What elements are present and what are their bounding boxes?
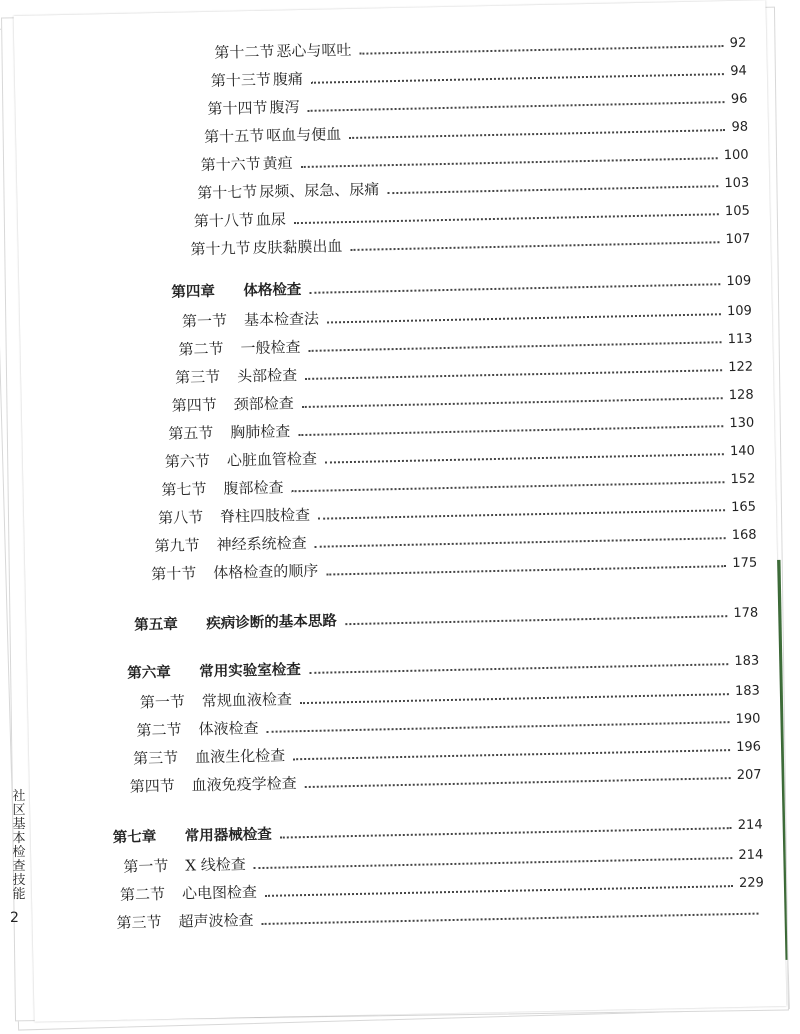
leader-dots — [305, 369, 722, 380]
toc-number: 第九节 — [154, 536, 200, 556]
toc-title: 颈部检查 — [233, 394, 294, 414]
toc-number: 第七节 — [161, 480, 207, 499]
toc-section-entry — [165, 439, 755, 472]
toc-page-number: 103 — [724, 175, 750, 192]
toc-page-number: 92 — [729, 35, 747, 51]
toc-title: 体格检查的顺序 — [213, 561, 319, 582]
toc-section-entry — [197, 171, 749, 204]
toc-page-number: 229 — [738, 875, 765, 891]
toc-page-number: 214 — [738, 847, 764, 863]
toc-page-number: 109 — [726, 273, 752, 290]
toc-number: 第三节 — [116, 913, 162, 933]
toc-page-number: 130 — [729, 415, 755, 432]
leader-dots — [254, 857, 733, 869]
toc-page — [14, 0, 787, 1022]
toc-section-entry — [175, 355, 753, 388]
leader-dots — [315, 537, 726, 548]
toc-number: 第十六节 — [200, 154, 261, 175]
toc-page-number: 100 — [723, 147, 749, 164]
leader-dots — [265, 885, 733, 897]
toc-number: 第二节 — [136, 720, 182, 740]
toc-page-number: 105 — [724, 203, 750, 220]
toc-title: 胸肺检查 — [230, 422, 291, 442]
toc-number: 第七章 — [112, 829, 157, 847]
toc-page-number: 152 — [730, 471, 756, 488]
toc-chapter-entry — [127, 649, 759, 683]
toc-title: 心电图检查 — [181, 883, 258, 903]
toc-number: 第六章 — [127, 664, 172, 682]
leader-dots — [351, 241, 720, 251]
toc-page-number: 165 — [731, 499, 757, 516]
toc-page-number: 183 — [734, 683, 761, 700]
toc-section-entry — [154, 523, 756, 557]
toc-section-entry — [158, 495, 756, 529]
leader-dots — [298, 425, 723, 436]
toc-number: 第五章 — [134, 616, 178, 634]
toc-title: 脊柱四肢检查 — [219, 505, 311, 526]
toc-title: 皮肤黏膜出血 — [252, 237, 343, 258]
leader-dots — [305, 777, 731, 788]
toc-chapter-entry — [171, 269, 751, 302]
leader-dots — [308, 101, 725, 112]
leader-dots — [349, 129, 725, 139]
toc-title: 基本检查法 — [243, 309, 320, 330]
toc-page-number: 122 — [728, 359, 754, 376]
toc-title: 体液检查 — [198, 719, 259, 739]
leader-dots — [309, 663, 729, 674]
leader-dots — [292, 481, 725, 492]
toc-number: 第一节 — [181, 311, 228, 331]
toc-section-entry — [182, 299, 752, 332]
toc-section-entry — [211, 59, 747, 91]
toc-section-entry — [129, 762, 761, 796]
leader-dots — [262, 913, 759, 925]
toc-page-number: 98 — [731, 119, 749, 135]
toc-page-number: 214 — [737, 817, 763, 833]
toc-number: 第二节 — [178, 339, 224, 359]
leader-dots — [359, 45, 723, 55]
leader-dots — [309, 341, 722, 352]
toc-number: 第五节 — [168, 423, 214, 443]
running-head: 社区基本检查技能 — [12, 789, 26, 902]
leader-dots — [294, 213, 719, 224]
toc-title: 超声波检查 — [178, 911, 254, 931]
toc-page-number: 183 — [734, 653, 760, 670]
toc-page-number: 128 — [728, 387, 754, 404]
toc-section-entry — [140, 679, 760, 713]
toc-chapter-entry — [134, 601, 758, 635]
toc-page-number: 94 — [730, 63, 748, 79]
toc-page-number: 140 — [729, 443, 755, 460]
toc-title: 恶心与呕吐 — [276, 40, 352, 61]
toc-title: 尿频、尿急、尿痛 — [259, 180, 380, 201]
toc-title: 黄疸 — [262, 154, 293, 173]
leader-dots — [326, 565, 726, 575]
toc-number: 第十三节 — [210, 70, 272, 90]
leader-dots — [280, 827, 732, 838]
toc-page-number: 113 — [727, 331, 753, 348]
toc-page-number: 96 — [730, 91, 748, 107]
toc-section-entry — [178, 327, 752, 360]
toc-number: 第三节 — [132, 748, 179, 768]
toc-number: 第十九节 — [190, 239, 251, 259]
leader-dots — [318, 509, 725, 520]
toc-title: 常规血液检查 — [201, 690, 293, 711]
leader-dots — [327, 313, 721, 323]
toc-title: 腹痛 — [272, 69, 304, 89]
toc-section-entry — [207, 87, 747, 119]
leader-dots — [345, 615, 728, 625]
toc-title: 体格检查 — [243, 282, 302, 300]
toc-title: 血尿 — [255, 210, 287, 229]
toc-page-number: 175 — [732, 555, 758, 572]
leader-dots — [267, 721, 730, 733]
toc-number: 第十四节 — [207, 98, 268, 118]
toc-number: 第四节 — [171, 395, 217, 415]
toc-section-entry — [214, 31, 746, 63]
toc-title: 血液免疫学检查 — [191, 774, 297, 795]
toc-number: 第十节 — [151, 564, 197, 584]
toc-title: 疾病诊断的基本思路 — [206, 613, 337, 633]
toc-number: 第十二节 — [214, 42, 275, 62]
toc-title: 腹部检查 — [223, 478, 284, 498]
toc-title: 头部检查 — [236, 366, 298, 386]
leader-dots — [325, 453, 724, 463]
toc-number: 第六节 — [164, 451, 211, 471]
toc-title: 心脏血管检查 — [226, 449, 318, 470]
toc-title: 常用器械检查 — [184, 826, 272, 845]
toc-section-entry — [151, 551, 757, 585]
toc-title: 血液生化检查 — [194, 746, 286, 767]
toc-number: 第八节 — [157, 508, 204, 528]
toc-section-entry — [116, 898, 764, 933]
leader-dots — [300, 693, 729, 704]
toc-page-number: 107 — [725, 231, 751, 248]
toc-page-number: 190 — [735, 711, 761, 728]
leader-dots — [311, 73, 724, 84]
toc-title: 神经系统检查 — [216, 533, 307, 554]
leader-dots — [387, 185, 718, 194]
toc-page-number: 109 — [726, 303, 753, 320]
toc-section-entry — [204, 115, 748, 147]
toc-number: 第一节 — [139, 692, 186, 712]
toc-section-entry — [168, 411, 754, 444]
toc-number: 第十五节 — [203, 126, 265, 147]
toc-number: 第三节 — [174, 367, 221, 387]
toc-number: 第四章 — [171, 283, 216, 301]
toc-title: 常用实验室检查 — [199, 662, 301, 681]
toc-number: 第四节 — [129, 776, 175, 796]
toc-page-number: 178 — [733, 605, 759, 622]
toc-title: 一般检查 — [240, 338, 301, 358]
toc-number: 第十八节 — [193, 210, 255, 231]
toc-page-number: 168 — [731, 527, 757, 544]
leader-dots — [301, 157, 718, 168]
toc-page-number: 196 — [736, 739, 762, 756]
toc-section-entry — [172, 383, 754, 416]
toc-page-number: 207 — [736, 767, 762, 784]
leader-dots — [293, 749, 730, 760]
page-number: 2 — [10, 910, 19, 926]
toc-section-entry — [161, 467, 755, 500]
toc-number: 第一节 — [123, 856, 169, 876]
leader-dots — [309, 283, 720, 294]
toc-title: X 线检查 — [185, 855, 247, 875]
toc-title: 呕血与便血 — [265, 125, 342, 145]
toc-number: 第十七节 — [197, 182, 258, 203]
toc-chapter-entry — [113, 812, 763, 847]
toc-section-entry — [200, 143, 748, 175]
toc-section-entry — [194, 199, 750, 232]
toc-title: 腹泻 — [269, 98, 300, 117]
toc-number: 第二节 — [119, 885, 166, 904]
toc-section-entry — [190, 227, 750, 260]
leader-dots — [302, 397, 723, 408]
